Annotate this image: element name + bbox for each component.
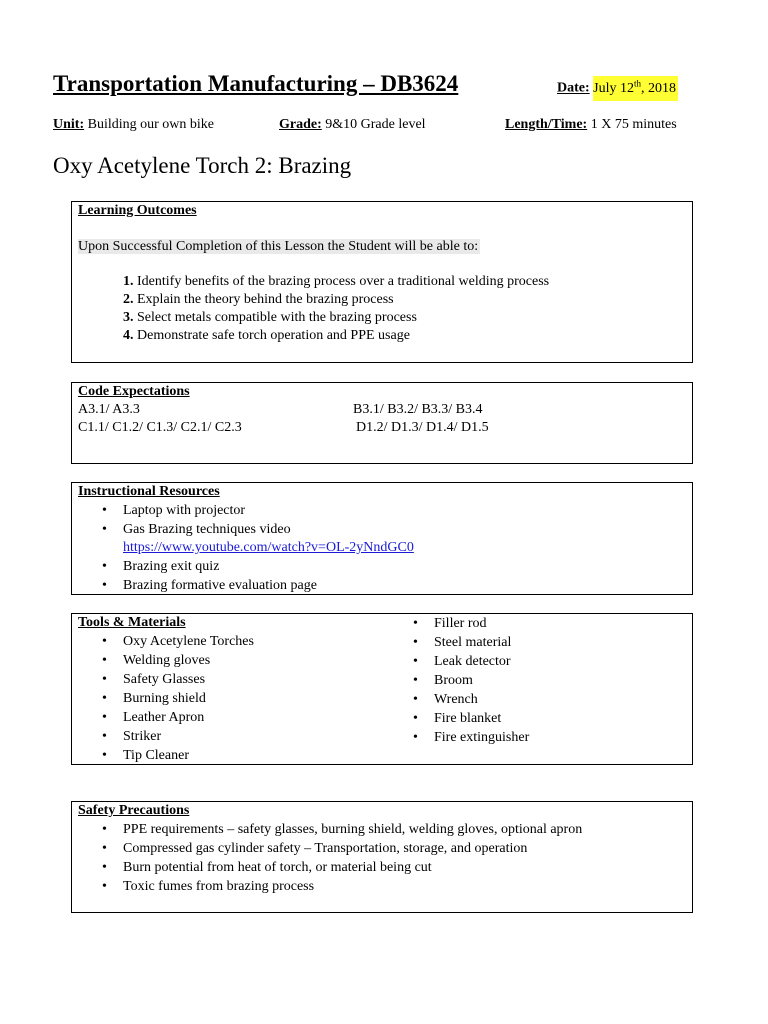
date-year: , 2018 [641, 80, 677, 96]
instructional-resources-box [71, 482, 693, 595]
tool-item: • Leather Apron [102, 710, 205, 725]
date-value [593, 76, 678, 101]
material-item: • Wrench [413, 692, 478, 707]
resource-item: • Brazing formative evaluation page [102, 578, 317, 593]
grade-value: 9&10 Grade level [321, 117, 426, 132]
length-value: 1 X 75 minutes [587, 117, 677, 132]
safety-item: • Burn potential from heat of torch, or material being cut [102, 860, 432, 875]
safety-precautions-heading: Safety Precautions [78, 803, 190, 818]
grade-field [279, 117, 426, 133]
learning-outcomes-heading: Learning Outcomes [78, 203, 197, 218]
tool-item: • Burning shield [102, 691, 206, 706]
unit-value: Building our own bike [84, 117, 215, 132]
tool-item: • Striker [102, 729, 162, 744]
tool-item: • Oxy Acetylene Torches [102, 634, 254, 649]
safety-item: • PPE requirements – safety glasses, burning shield, welding gloves, optional apron [102, 822, 583, 837]
material-item: • Filler rod [413, 616, 487, 631]
outcome-item: 3. Select metals compatible with the brazing process [123, 310, 417, 325]
outcome-item: 1. Identify benefits of the brazing process over a traditional welding process [123, 274, 550, 289]
outcome-item: 2. Explain the theory behind the brazing process [123, 292, 394, 307]
date-day: July 12 [593, 80, 634, 96]
grade-label: Grade: [279, 117, 322, 132]
date-field [557, 78, 678, 97]
resource-item: • Gas Brazing techniques video [102, 522, 291, 537]
code-expectations-box [71, 382, 693, 464]
unit-label: Unit: [53, 117, 85, 132]
safety-item: • Compressed gas cylinder safety – Transportation, storage, and operation [102, 841, 528, 856]
resource-item: • Laptop with projector [102, 503, 246, 518]
code-expectations-heading: Code Expectations [78, 384, 190, 399]
length-field [505, 117, 677, 133]
tool-item: • Safety Glasses [102, 672, 206, 687]
material-item: • Steel material [413, 635, 512, 650]
code-expectation-right: B3.1/ B3.2/ B3.3/ B3.4 [353, 402, 483, 417]
document-title: Transportation Manufacturing – DB3624 [53, 71, 459, 96]
safety-precautions-box [71, 801, 693, 913]
learning-outcomes-box [71, 201, 693, 363]
code-expectation-left: C1.1/ C1.2/ C1.3/ C2.1/ C2.3 [78, 420, 242, 435]
date-label: Date: [557, 80, 590, 96]
tool-item: • Tip Cleaner [102, 748, 189, 763]
code-expectation-right: D1.2/ D1.3/ D1.4/ D1.5 [356, 420, 489, 435]
material-item: • Fire extinguisher [413, 730, 530, 745]
tools-materials-box [71, 613, 693, 765]
material-item: • Leak detector [413, 654, 511, 669]
resource-item: • Brazing exit quiz [102, 559, 220, 574]
unit-field [53, 117, 214, 133]
outcome-item: 4. Demonstrate safe torch operation and PPE usage [123, 328, 410, 343]
material-item: • Fire blanket [413, 711, 502, 726]
material-item: • Broom [413, 673, 473, 688]
instructional-resources-heading: Instructional Resources [78, 484, 220, 499]
length-label: Length/Time: [505, 117, 588, 132]
safety-item: • Toxic fumes from brazing process [102, 879, 315, 894]
tool-item: • Welding gloves [102, 653, 211, 668]
video-link[interactable]: https://www.youtube.com/watch?v=OL-2yNndGC0 [123, 540, 414, 555]
lesson-title: Oxy Acetylene Torch 2: Brazing [53, 153, 352, 178]
learning-outcomes-intro: Upon Successful Completion of this Lesson the Student will be able to: [78, 239, 479, 254]
code-expectation-left: A3.1/ A3.3 [78, 402, 140, 417]
tools-materials-heading: Tools & Materials [78, 615, 186, 630]
date-suffix: th [634, 78, 642, 88]
